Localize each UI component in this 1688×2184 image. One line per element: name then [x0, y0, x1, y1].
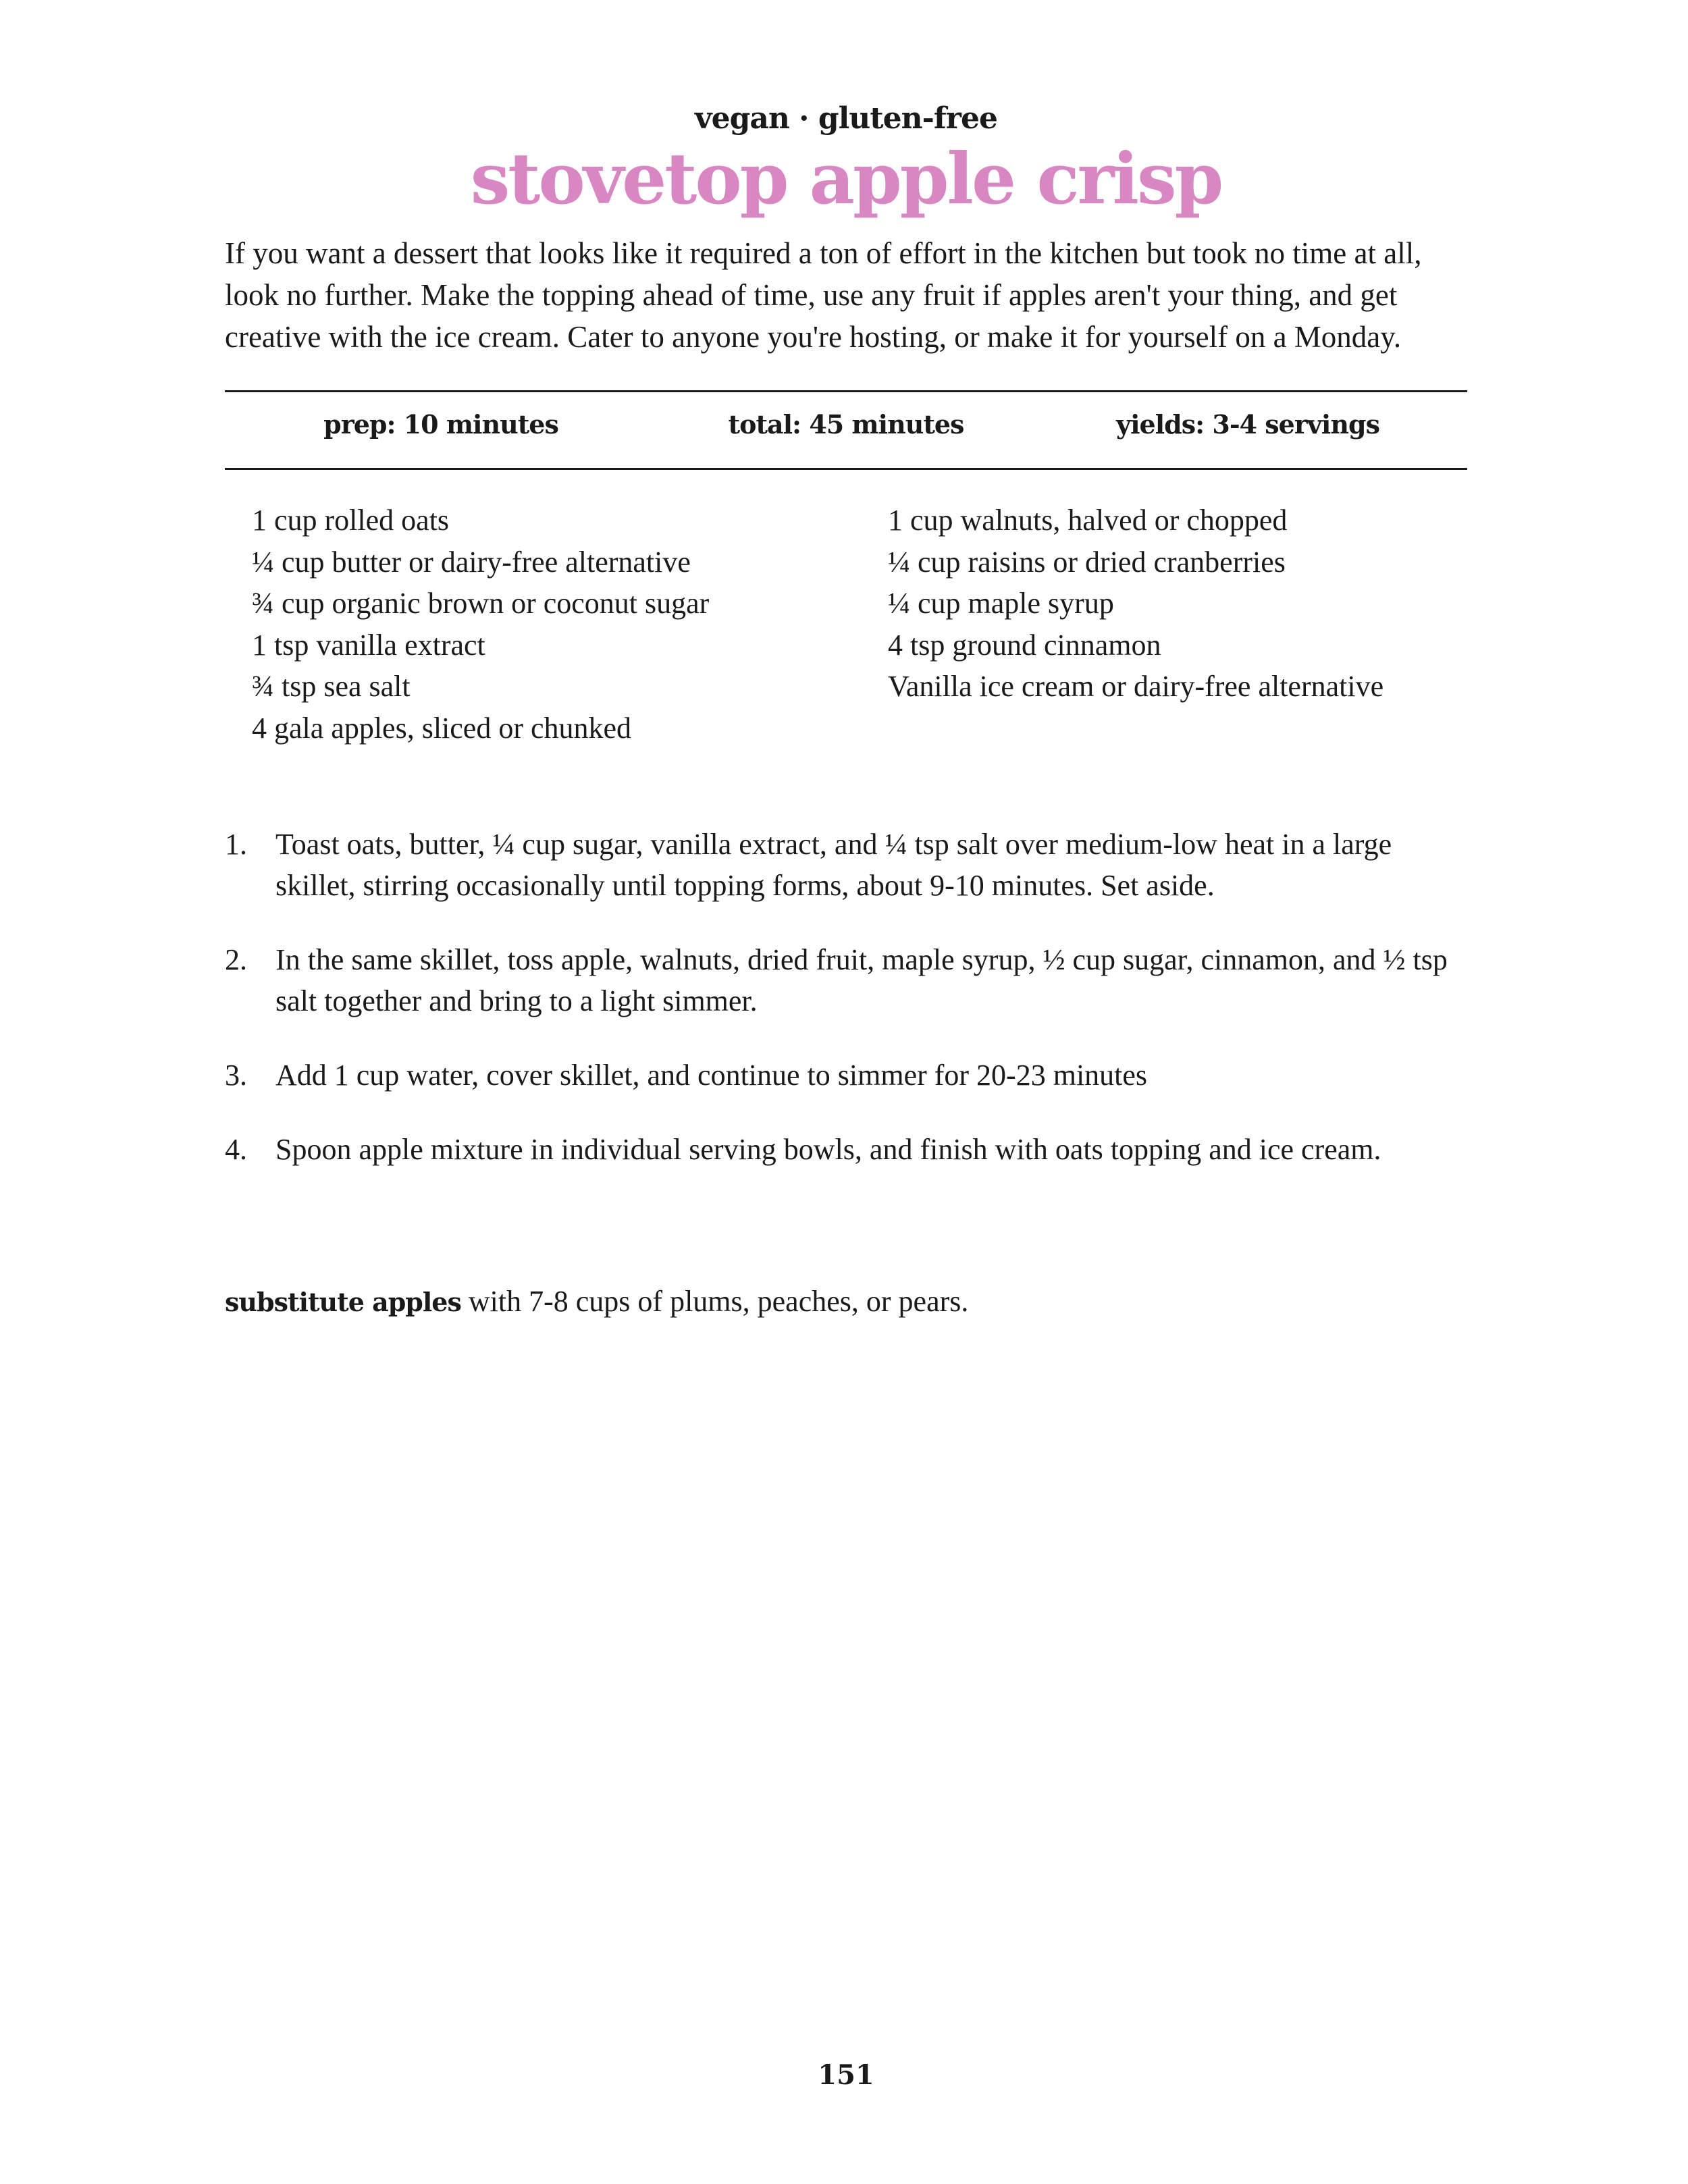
instruction-step — [225, 1055, 1467, 1096]
note-text: with 7-8 cups of plums, peaches, or pears. — [460, 1285, 969, 1318]
total-time: total: 45 minutes — [728, 409, 964, 440]
ingredient-item: 4 tsp ground cinnamon — [888, 628, 1161, 662]
step-number: 4. — [225, 1133, 247, 1166]
ingredient-item: 1 cup walnuts, halved or chopped — [888, 504, 1288, 537]
recipe-title: stovetop apple crisp — [470, 137, 1222, 220]
ingredient-item: ¼ cup raisins or dried cranberries — [888, 545, 1286, 579]
instruction-step — [225, 1129, 1467, 1170]
ingredients-column-left — [252, 500, 860, 749]
ingredient-item: 1 tsp vanilla extract — [252, 628, 485, 662]
ingredients-column-right — [888, 500, 1469, 708]
divider-top — [225, 390, 1467, 392]
substitution-note — [225, 1281, 1467, 1323]
page-number: 151 — [818, 2059, 874, 2091]
yields: yields: 3-4 servings — [1116, 409, 1379, 440]
recipe-intro: If you want a dessert that looks like it required a ton of effort in the kitchen but took no time at all, look no further. Make the topping ahead of time, use any fruit if apples aren't your thing, and get creative with the ice cream. Cater to anyone you're hosting, or make it for yourself on a Monday. — [225, 236, 1422, 354]
instructions-list — [225, 824, 1467, 1203]
ingredient-item: ¾ cup organic brown or coconut sugar — [252, 587, 710, 620]
step-text: Toast oats, butter, ¼ cup sugar, vanilla extract, and ¼ tsp salt over medium-low heat in a large skillet, stirring occasionally until topping forms, about 9-10 minutes. Set aside. — [275, 828, 1392, 902]
instruction-step — [225, 824, 1467, 906]
recipe-page — [225, 0, 1467, 2184]
step-number: 2. — [225, 943, 247, 976]
note-lead: substitute apples — [225, 1287, 461, 1317]
recipe-tags: vegan · gluten-free — [695, 101, 997, 136]
step-text: Add 1 cup water, cover skillet, and continue to simmer for 20-23 minutes — [275, 1059, 1148, 1092]
recipe-meta — [225, 409, 1467, 450]
step-number: 3. — [225, 1059, 247, 1092]
ingredient-item: 1 cup rolled oats — [252, 504, 450, 537]
step-number: 1. — [225, 828, 247, 861]
prep-time: prep: 10 minutes — [323, 409, 558, 440]
ingredient-item: Vanilla ice cream or dairy-free alternative — [888, 670, 1384, 703]
ingredient-item: 4 gala apples, sliced or chunked — [252, 711, 632, 745]
ingredient-item: ¼ cup butter or dairy-free alternative — [252, 545, 691, 579]
step-text: Spoon apple mixture in individual serving bowls, and finish with oats topping and ice cream. — [275, 1133, 1381, 1166]
divider-bottom — [225, 468, 1467, 470]
ingredient-item: ¼ cup maple syrup — [888, 587, 1114, 620]
instruction-step — [225, 939, 1467, 1021]
ingredient-item: ¾ tsp sea salt — [252, 670, 411, 703]
step-text: In the same skillet, toss apple, walnuts, dried fruit, maple syrup, ½ cup sugar, cinnamon, and ½ tsp salt together and bring to a light simmer. — [275, 943, 1448, 1017]
